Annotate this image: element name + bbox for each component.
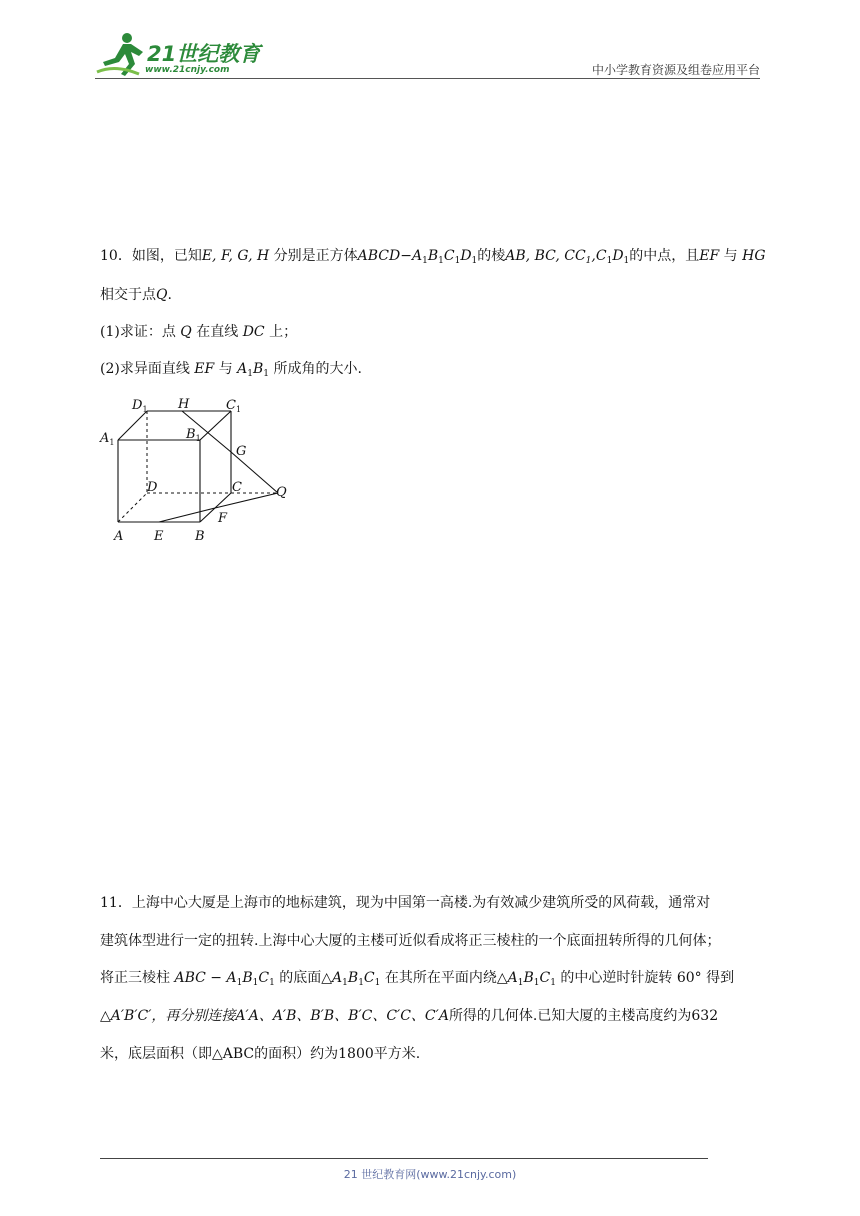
label-A1: $A_1$ [100,431,115,447]
label-E: E [154,529,164,544]
label-A: A [114,529,124,544]
label-H: H [178,397,190,412]
label-B1: $B_1$ [186,427,201,443]
cube-figure [98,392,298,551]
label-F: F [218,511,228,526]
q10-part2: (2)求异面直线 EF 与 $A_1B_1$ 所成角的大小. [100,361,362,379]
logo-url: www.21cnjy.com [145,65,230,75]
logo-text: 21世纪教育 [147,42,261,66]
header-divider [95,78,760,79]
q11-line5: 米，底层面积（即△ABC的面积）约为1800平方米. [100,1046,421,1062]
q11-line4: △A′B′C′，再分别连接A′A、A′B、B′B、B′C、C′C、C′A所得的几何体.已知大厦的主楼高度约为632 [100,1008,719,1024]
page-header [95,28,760,80]
label-D: D [147,480,158,495]
q10-part1: (1)求证：点 Q 在直线 DC 上； [100,324,298,340]
footer-text[interactable]: 21 世纪教育网(www.21cnjy.com) [343,1168,517,1181]
footer-divider [100,1158,708,1159]
logo [95,28,265,80]
label-Q: Q [276,485,287,500]
q11-line2: 建筑体型进行一定的扭转.上海中心大厦的主楼可近似看成将正三棱柱的一个底面扭转所得的几何体； [100,933,721,949]
q10-line1: 10．如图，已知E, F, G, H 分别是正方体$ABCD-A_1B_1C_1D_1$的棱AB, BC, $CC_1,C_1D_1$的中点，且EF 与 HG [100,248,766,266]
label-B: B [195,529,205,544]
label-C1: $C_1$ [226,398,242,414]
label-D1: $D_1$ [132,398,148,414]
label-C: C [232,480,242,495]
q10-line2: 相交于点Q. [100,287,172,303]
q11-line1: 11．上海中心大厦是上海市的地标建筑，现为中国第一高楼.为有效减少建筑所受的风荷载，通常对 [100,895,711,911]
q11-line3: 将正三棱柱 ABC − $A_1B_1C_1$ 的底面$\triangle A_1B_1C_1$ 在其所在平面内绕$\triangle A_1B_1C_1$ 的中心逆时针旋转 60° 得到 [100,970,735,988]
label-G: G [236,444,247,459]
platform-name: 中小学教育资源及组卷应用平台 [591,63,760,77]
cube-diagram [98,392,298,547]
